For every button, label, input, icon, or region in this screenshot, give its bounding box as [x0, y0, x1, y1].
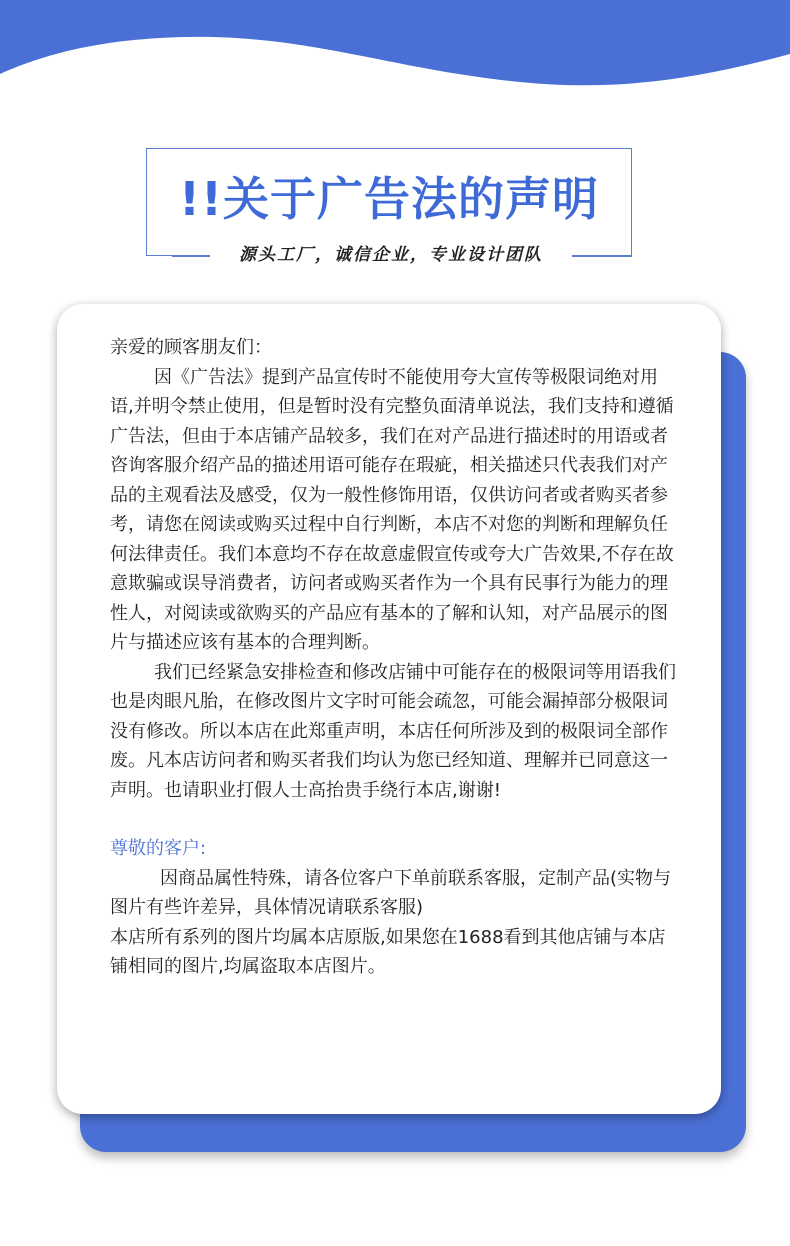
statement-paragraph-1: 因《广告法》提到产品宣传时不能使用夸大宣传等极限词绝对用语,并明令禁止使用，但是暂时没有完整负面清单说法，我们支持和遵循广告法，但由于本店铺产品较多，我们在对产品进行描述时的用语或者咨询客服介绍产品的描述用语可能存在瑕疵，相关描述只代表我们对产品的主观看法及感受，仅为一般性修饰用语，仅供访问者或者购买者参考，请您在阅读或购买过程中自行判断，本店不对您的判断和理解负任何法律责任。我们本意均不存在故意虚假宣传或夸大广告效果,不存在故意欺骗或误导消费者，访问者或购买者作为一个具有民事行为能力的理性人，对阅读或欲购买的产品应有基本的了解和认知，对产品展示的图片与描述应该有基本的合理判断。 [110, 366, 674, 653]
page-title: !!关于广告法的声明 [179, 172, 599, 226]
statement-paragraph-2: 我们已经紧急安排检查和修改店铺中可能存在的极限词等用语我们也是肉眼凡胎，在修改图片文字时可能会疏忽，可能会漏掉部分极限词没有修改。所以本店在此郑重声明，本店任何所涉及到的极限词全部作废。凡本店访问者和购买者我们均认为您已经知道、理解并已同意这一声明。也请职业打假人士高抬贵手绕行本店,谢谢! [110, 661, 676, 801]
notice-heading: 尊敬的客户: [110, 838, 207, 859]
statement-text-block [110, 333, 676, 982]
notice-line-1: 因商品属性特殊，请各位客户下单前联系客服，定制产品(实物与图片有些许差异，具体情况请联系客服) [110, 867, 672, 918]
top-wave-banner [0, 0, 790, 120]
notice-line-2: 本店所有系列的图片均属本店原版,如果您在1688看到其他店铺与本店铺相同的图片,均属盗取本店图片。 [110, 926, 666, 977]
subtitle-divider-right [568, 255, 632, 257]
greeting: 亲爱的顾客朋友们： [110, 337, 272, 358]
page-subtitle: 源头工厂，诚信企业，专业设计团队 [210, 242, 572, 268]
